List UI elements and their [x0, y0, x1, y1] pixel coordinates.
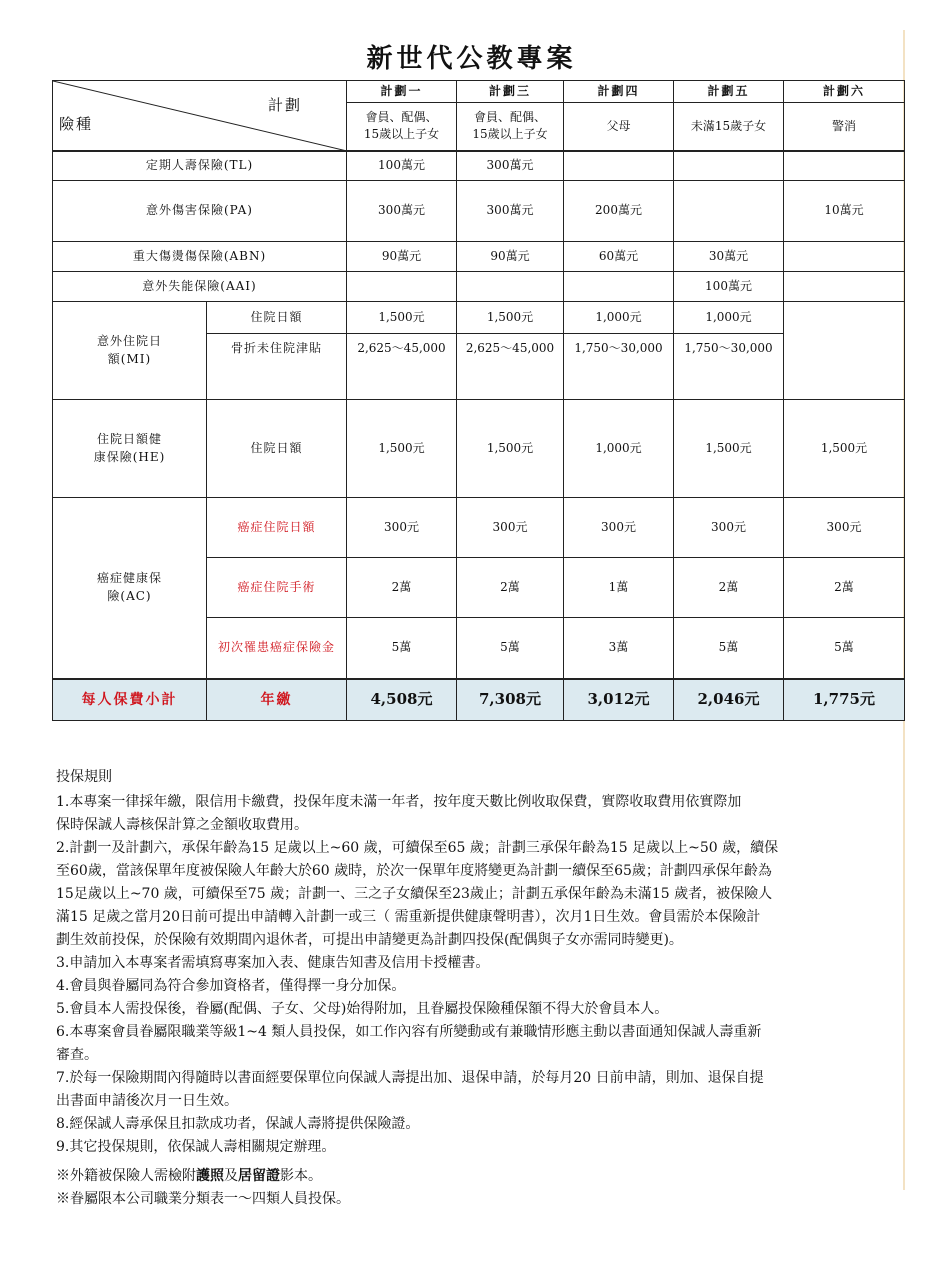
total-value: 4,508元	[347, 679, 457, 721]
total-value: 2,046元	[674, 679, 784, 721]
row-ac-surgery-value: 2萬	[457, 558, 564, 618]
row-he-value: 1,000元	[564, 400, 674, 498]
row-pa	[53, 181, 905, 242]
total-value: 7,308元	[457, 679, 564, 721]
notes	[56, 1165, 901, 1211]
note-residence: 居留證	[238, 1168, 280, 1184]
group-mi-label	[53, 302, 207, 400]
note-foreign-suffix: 影本。	[280, 1168, 322, 1184]
row-total	[53, 679, 905, 721]
rules-line: 4.會員與眷屬同為符合參加資格者，僅得擇一身分加保。	[56, 978, 406, 994]
row-mi-fracture-value: 1,750～30,000	[564, 334, 674, 400]
header-row-plans	[53, 81, 905, 103]
row-ac-surgery-label: 癌症住院手術	[207, 558, 347, 618]
row-abn	[53, 242, 905, 272]
row-abn-value: 90萬元	[347, 242, 457, 272]
row-he-value: 1,500元	[784, 400, 905, 498]
rules-line: 8.經保誠人壽承保且扣款成功者，保誠人壽將提供保險證。	[56, 1116, 420, 1132]
row-tl-value	[674, 151, 784, 181]
header-plan-6: 計劃六	[784, 81, 905, 103]
header-target-1-line1: 會員、配偶、	[365, 109, 438, 124]
row-he-value: 1,500元	[674, 400, 784, 498]
header-target-3-line1: 會員、配偶、	[473, 109, 546, 124]
row-pa-label: 意外傷害保險(PA)	[53, 181, 347, 242]
row-aai-value	[457, 272, 564, 302]
row-ac-daily-value: 300元	[347, 498, 457, 558]
row-he	[53, 400, 905, 498]
header-plan-4: 計劃四	[564, 81, 674, 103]
header-plan-5: 計劃五	[674, 81, 784, 103]
row-mi-daily-label: 住院日額	[207, 302, 347, 334]
row-ac-daily-value: 300元	[457, 498, 564, 558]
header-target-3	[457, 103, 564, 151]
row-mi-fracture-label: 骨折未住院津貼	[207, 334, 347, 400]
row-aai	[53, 272, 905, 302]
header-target-1-line2: 15歲以上子女	[363, 127, 440, 142]
note-occupation: ※眷屬限本公司職業分類表一～四類人員投保。	[56, 1191, 350, 1207]
row-ac-first-value: 5萬	[457, 618, 564, 679]
row-ac-surgery-value: 2萬	[347, 558, 457, 618]
rules-line: 9.其它投保規則，依保誠人壽相關規定辦理。	[56, 1139, 336, 1155]
row-he-value: 1,500元	[347, 400, 457, 498]
header-target-1	[347, 103, 457, 151]
header-target-6: 警消	[784, 103, 905, 151]
row-ac-surgery-value: 2萬	[674, 558, 784, 618]
row-pa-value: 300萬元	[457, 181, 564, 242]
row-ac-daily-value: 300元	[674, 498, 784, 558]
rules-line: 6.本專案會員眷屬限職業等級1~4 類人員投保，如工作內容有所變動或有兼職情形應主動以書面通知保誠人壽重新	[56, 1024, 762, 1040]
row-ac-first-label: 初次罹患癌症保險金	[207, 618, 347, 679]
row-aai-value	[564, 272, 674, 302]
row-he-label: 住院日額	[207, 400, 347, 498]
row-abn-value: 60萬元	[564, 242, 674, 272]
row-mi-fracture-value: 1,750～30,000	[674, 334, 784, 400]
row-ac-first-value: 5萬	[347, 618, 457, 679]
row-pa-value: 200萬元	[564, 181, 674, 242]
rules-line: 3.申請加入本專案者需填寫專案加入表、健康告知書及信用卡授權書。	[56, 955, 490, 971]
rules-line: 2.計劃一及計劃六，承保年齡為15 足歲以上~60 歲，可續保至65 歲；計劃三承保年齡為15 足歲以上~50 歲，續保	[56, 840, 779, 856]
header-plan-1: 計劃一	[347, 81, 457, 103]
row-mi-daily	[53, 302, 905, 334]
group-he-line1: 住院日額健	[96, 432, 162, 447]
row-tl-value: 100萬元	[347, 151, 457, 181]
header-target-4: 父母	[564, 103, 674, 151]
header-plan-3: 計劃三	[457, 81, 564, 103]
rules-line: 7.於每一保險期間內得隨時以書面經要保單位向保誠人壽提出加、退保申請，於每月20 日前申請，則加、退保自提	[56, 1070, 764, 1086]
group-mi-line1: 意外住院日	[96, 334, 162, 349]
row-ac-first-value: 5萬	[784, 618, 905, 679]
note-passport: 護照	[196, 1168, 224, 1184]
row-ac-surgery-value: 1萬	[564, 558, 674, 618]
row-tl	[53, 151, 905, 181]
row-pa-value	[674, 181, 784, 242]
header-target-3-line2: 15歲以上子女	[472, 127, 548, 142]
row-ac-daily	[53, 498, 905, 558]
group-ac-line1: 癌症健康保	[96, 571, 162, 586]
group-ac-line2: 險(AC)	[107, 588, 152, 603]
row-abn-value: 90萬元	[457, 242, 564, 272]
header-corner-plan: 計劃	[267, 96, 302, 114]
header-corner-cell	[53, 81, 347, 151]
row-tl-value: 300萬元	[457, 151, 564, 181]
row-mi-daily-value: 1,000元	[564, 302, 674, 334]
row-ac-first-value: 5萬	[674, 618, 784, 679]
row-ac-first-value: 3萬	[564, 618, 674, 679]
group-mi-line2: 額(MI)	[107, 351, 152, 366]
header-diagonal-line	[53, 81, 347, 151]
rules-line: 出書面申請後次月一日生效。	[56, 1093, 238, 1109]
row-ac-daily-value: 300元	[784, 498, 905, 558]
rules-line: 滿15 足歲之當月20日前可提出申請轉入計劃一或三（ 需重新提供健康聲明書），次月1日生效。會員需於本保險計	[56, 909, 761, 925]
row-ac-surgery-value: 2萬	[784, 558, 905, 618]
row-aai-value	[347, 272, 457, 302]
row-tl-value	[564, 151, 674, 181]
group-he-line2: 康保險(HE)	[93, 449, 166, 464]
group-ac-label	[53, 498, 207, 679]
rules-heading: 投保規則	[56, 769, 112, 785]
total-period: 年繳	[207, 679, 347, 721]
rules-line: 至60歲，當該保單年度被保險人年齡大於60 歲時，於次一保單年度將變更為計劃一續保至65歲；計劃四承保年齡為	[56, 863, 772, 879]
rules-line: 保時保誠人壽核保計算之金額收取費用。	[56, 817, 308, 833]
note-foreign-prefix: ※外籍被保險人需檢附	[56, 1168, 196, 1184]
rules-line: 5.會員本人需投保後，眷屬(配偶、子女、父母)始得附加，且眷屬投保險種保額不得大於會員本人。	[56, 1001, 669, 1017]
row-abn-value	[784, 242, 905, 272]
row-mi-fracture-value: 2,625～45,000	[457, 334, 564, 400]
insurance-plan-table	[52, 80, 905, 721]
rules-line: 1.本專案一律採年繳，限信用卡繳費，投保年度未滿一年者，按年度天數比例收取保費，實際收取費用依實際加	[56, 794, 742, 810]
page-title: 新世代公教專案	[366, 44, 577, 74]
row-abn-value: 30萬元	[674, 242, 784, 272]
header-corner-kind: 險種	[59, 114, 94, 133]
row-ac-daily-value: 300元	[564, 498, 674, 558]
row-mi-plan6-empty	[784, 302, 905, 400]
row-mi-daily-value: 1,000元	[674, 302, 784, 334]
row-pa-value: 10萬元	[784, 181, 905, 242]
row-aai-value	[784, 272, 905, 302]
row-tl-value	[784, 151, 905, 181]
total-label: 每人保費小計	[53, 679, 207, 721]
row-ac-daily-label: 癌症住院日額	[207, 498, 347, 558]
rules-section	[56, 766, 901, 1211]
row-abn-label: 重大傷燙傷保險(ABN)	[53, 242, 347, 272]
note-foreign-mid: 及	[224, 1168, 238, 1184]
rules-line: 15足歲以上~70 歲，可續保至75 歲；計劃一、三之子女續保至23歲止；計劃五承保年齡為未滿15 歲者，被保險人	[56, 886, 773, 902]
group-he-label	[53, 400, 207, 498]
header-target-5: 未滿15歲子女	[674, 103, 784, 151]
row-aai-value: 100萬元	[674, 272, 784, 302]
row-pa-value: 300萬元	[347, 181, 457, 242]
note-foreign	[56, 1165, 901, 1188]
rules-line: 劃生效前投保，於保險有效期間內退休者，可提出申請變更為計劃四投保(配偶與子女亦需同時變更)。	[56, 932, 683, 948]
rules-line: 審查。	[56, 1047, 98, 1063]
row-he-value: 1,500元	[457, 400, 564, 498]
row-aai-label: 意外失能保險(AAI)	[53, 272, 347, 302]
row-mi-daily-value: 1,500元	[457, 302, 564, 334]
total-value: 3,012元	[564, 679, 674, 721]
row-mi-daily-value: 1,500元	[347, 302, 457, 334]
total-value: 1,775元	[784, 679, 905, 721]
row-mi-fracture-value: 2,625～45,000	[347, 334, 457, 400]
row-tl-label: 定期人壽保險(TL)	[53, 151, 347, 181]
